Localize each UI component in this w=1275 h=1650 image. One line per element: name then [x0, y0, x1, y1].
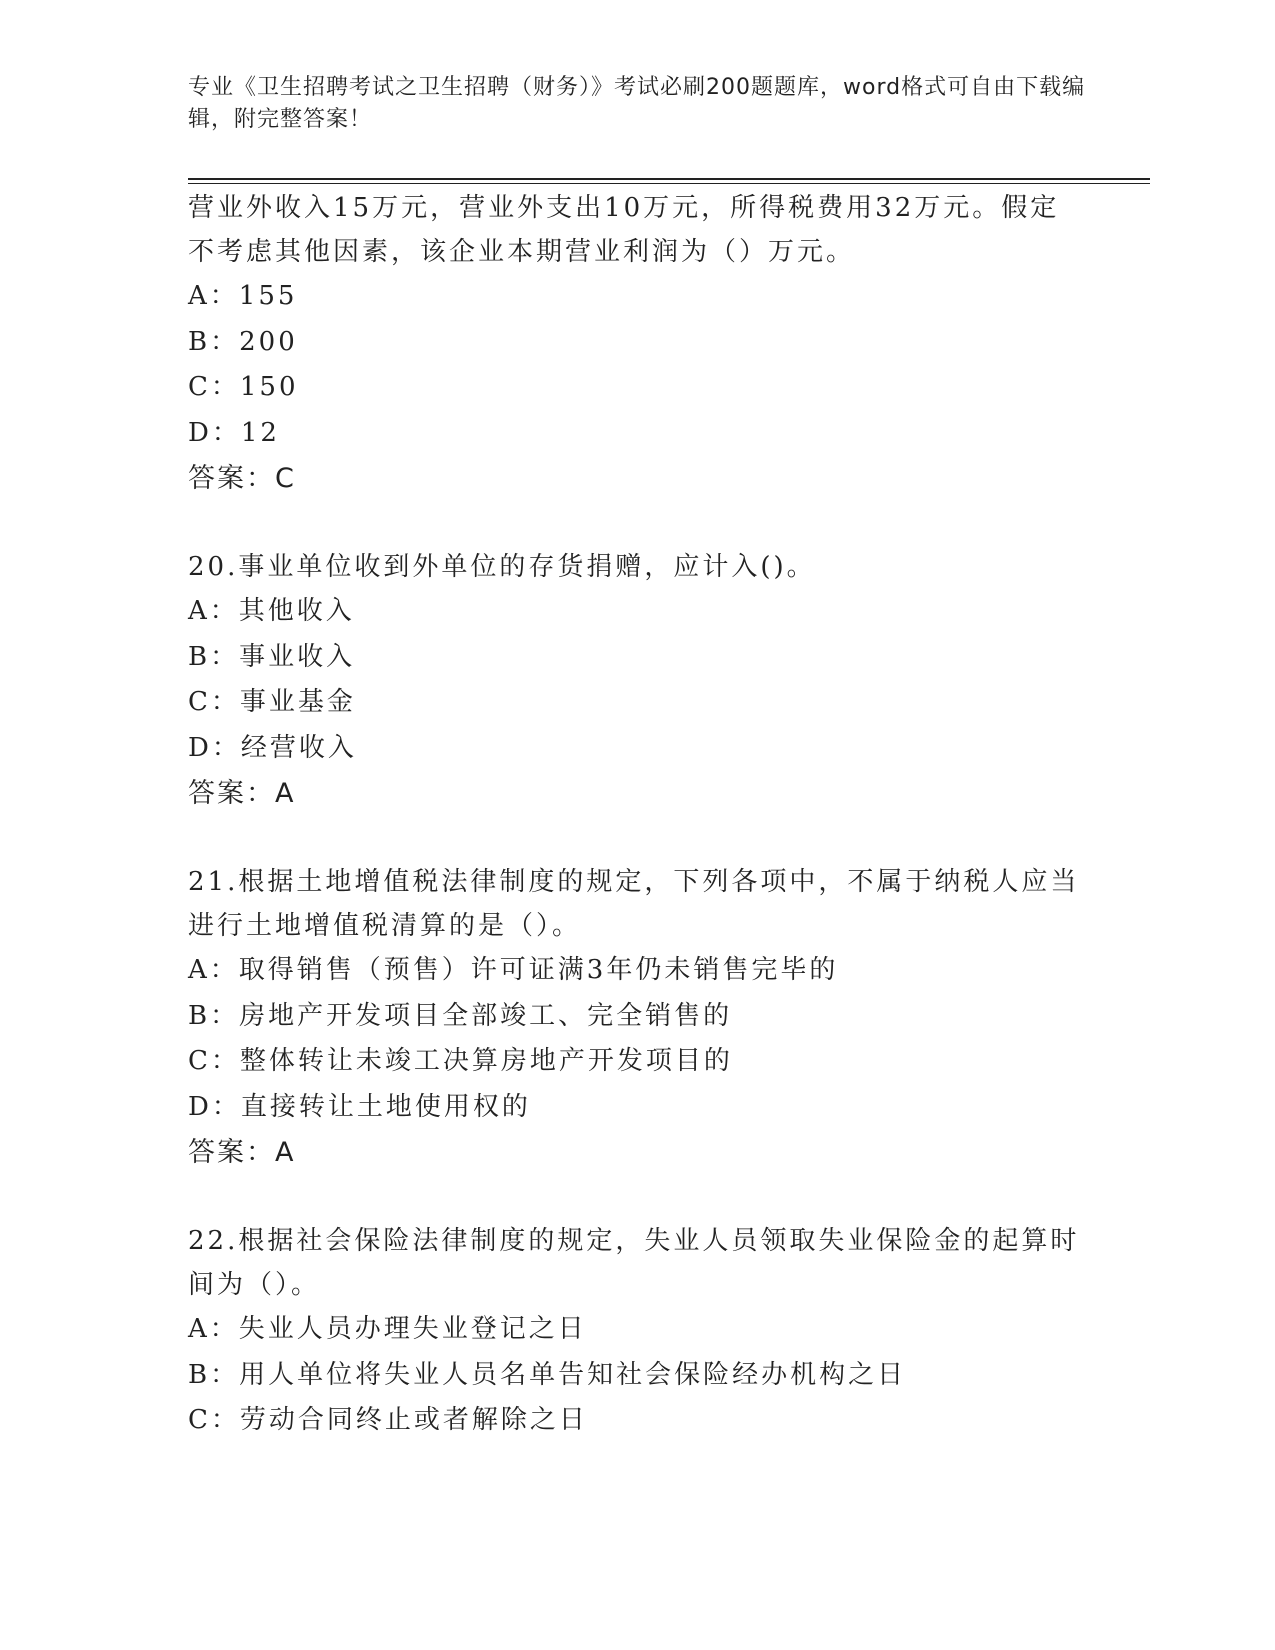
header-rule-thick: [188, 178, 1150, 180]
option-a: A：155: [188, 281, 298, 311]
answer-line: 答案：A: [188, 1137, 296, 1168]
option-c: C：劳动合同终止或者解除之日: [188, 1405, 588, 1435]
option-d: D：经营收入: [188, 732, 357, 763]
question-stem: 21.根据土地增值税法律制度的规定，下列各项中，不属于纳税人应当进行土地增值税清算的是（）。: [188, 867, 1080, 941]
option-b: B：200: [188, 326, 298, 357]
option-c: C：150: [188, 372, 299, 402]
question-item: [188, 186, 1088, 501]
option-a: A：失业人员办理失业登记之日: [188, 1314, 587, 1344]
option-a: A：取得销售（预售）许可证满3年仍未销售完毕的: [188, 955, 839, 985]
answer-line: 答案：C: [188, 463, 296, 494]
option-b: B：房地产开发项目全部竣工、完全销售的: [188, 1000, 733, 1031]
question-stem: 营业外收入15万元，营业外支出10万元，所得税费用32万元。假定不考虑其他因素，该企业本期营业利润为（）万元。: [188, 193, 1060, 267]
option-c: C：整体转让未竣工决算房地产开发项目的: [188, 1046, 733, 1076]
question-item: [188, 860, 1088, 1175]
question-item: [188, 1219, 1088, 1444]
option-d: D：直接转让土地使用权的: [188, 1091, 531, 1122]
question-stem: 20.事业单位收到外单位的存货捐赠，应计入()。: [188, 552, 816, 582]
page-header: 专业《卫生招聘考试之卫生招聘（财务）》考试必刷200题题库，word格式可自由下载编辑，附完整答案！: [188, 75, 1086, 132]
header-rule-thin: [188, 183, 1150, 184]
question-stem: 22.根据社会保险法律制度的规定，失业人员领取失业保险金的起算时间为（）。: [188, 1226, 1080, 1300]
option-a: A：其他收入: [188, 596, 355, 626]
option-d: D：12: [188, 417, 280, 448]
option-b: B：用人单位将失业人员名单告知社会保险经办机构之日: [188, 1359, 907, 1390]
answer-line: 答案：A: [188, 778, 296, 809]
question-list: [188, 186, 1088, 1444]
option-c: C：事业基金: [188, 687, 356, 717]
question-item: [188, 545, 1088, 816]
option-b: B：事业收入: [188, 641, 356, 672]
